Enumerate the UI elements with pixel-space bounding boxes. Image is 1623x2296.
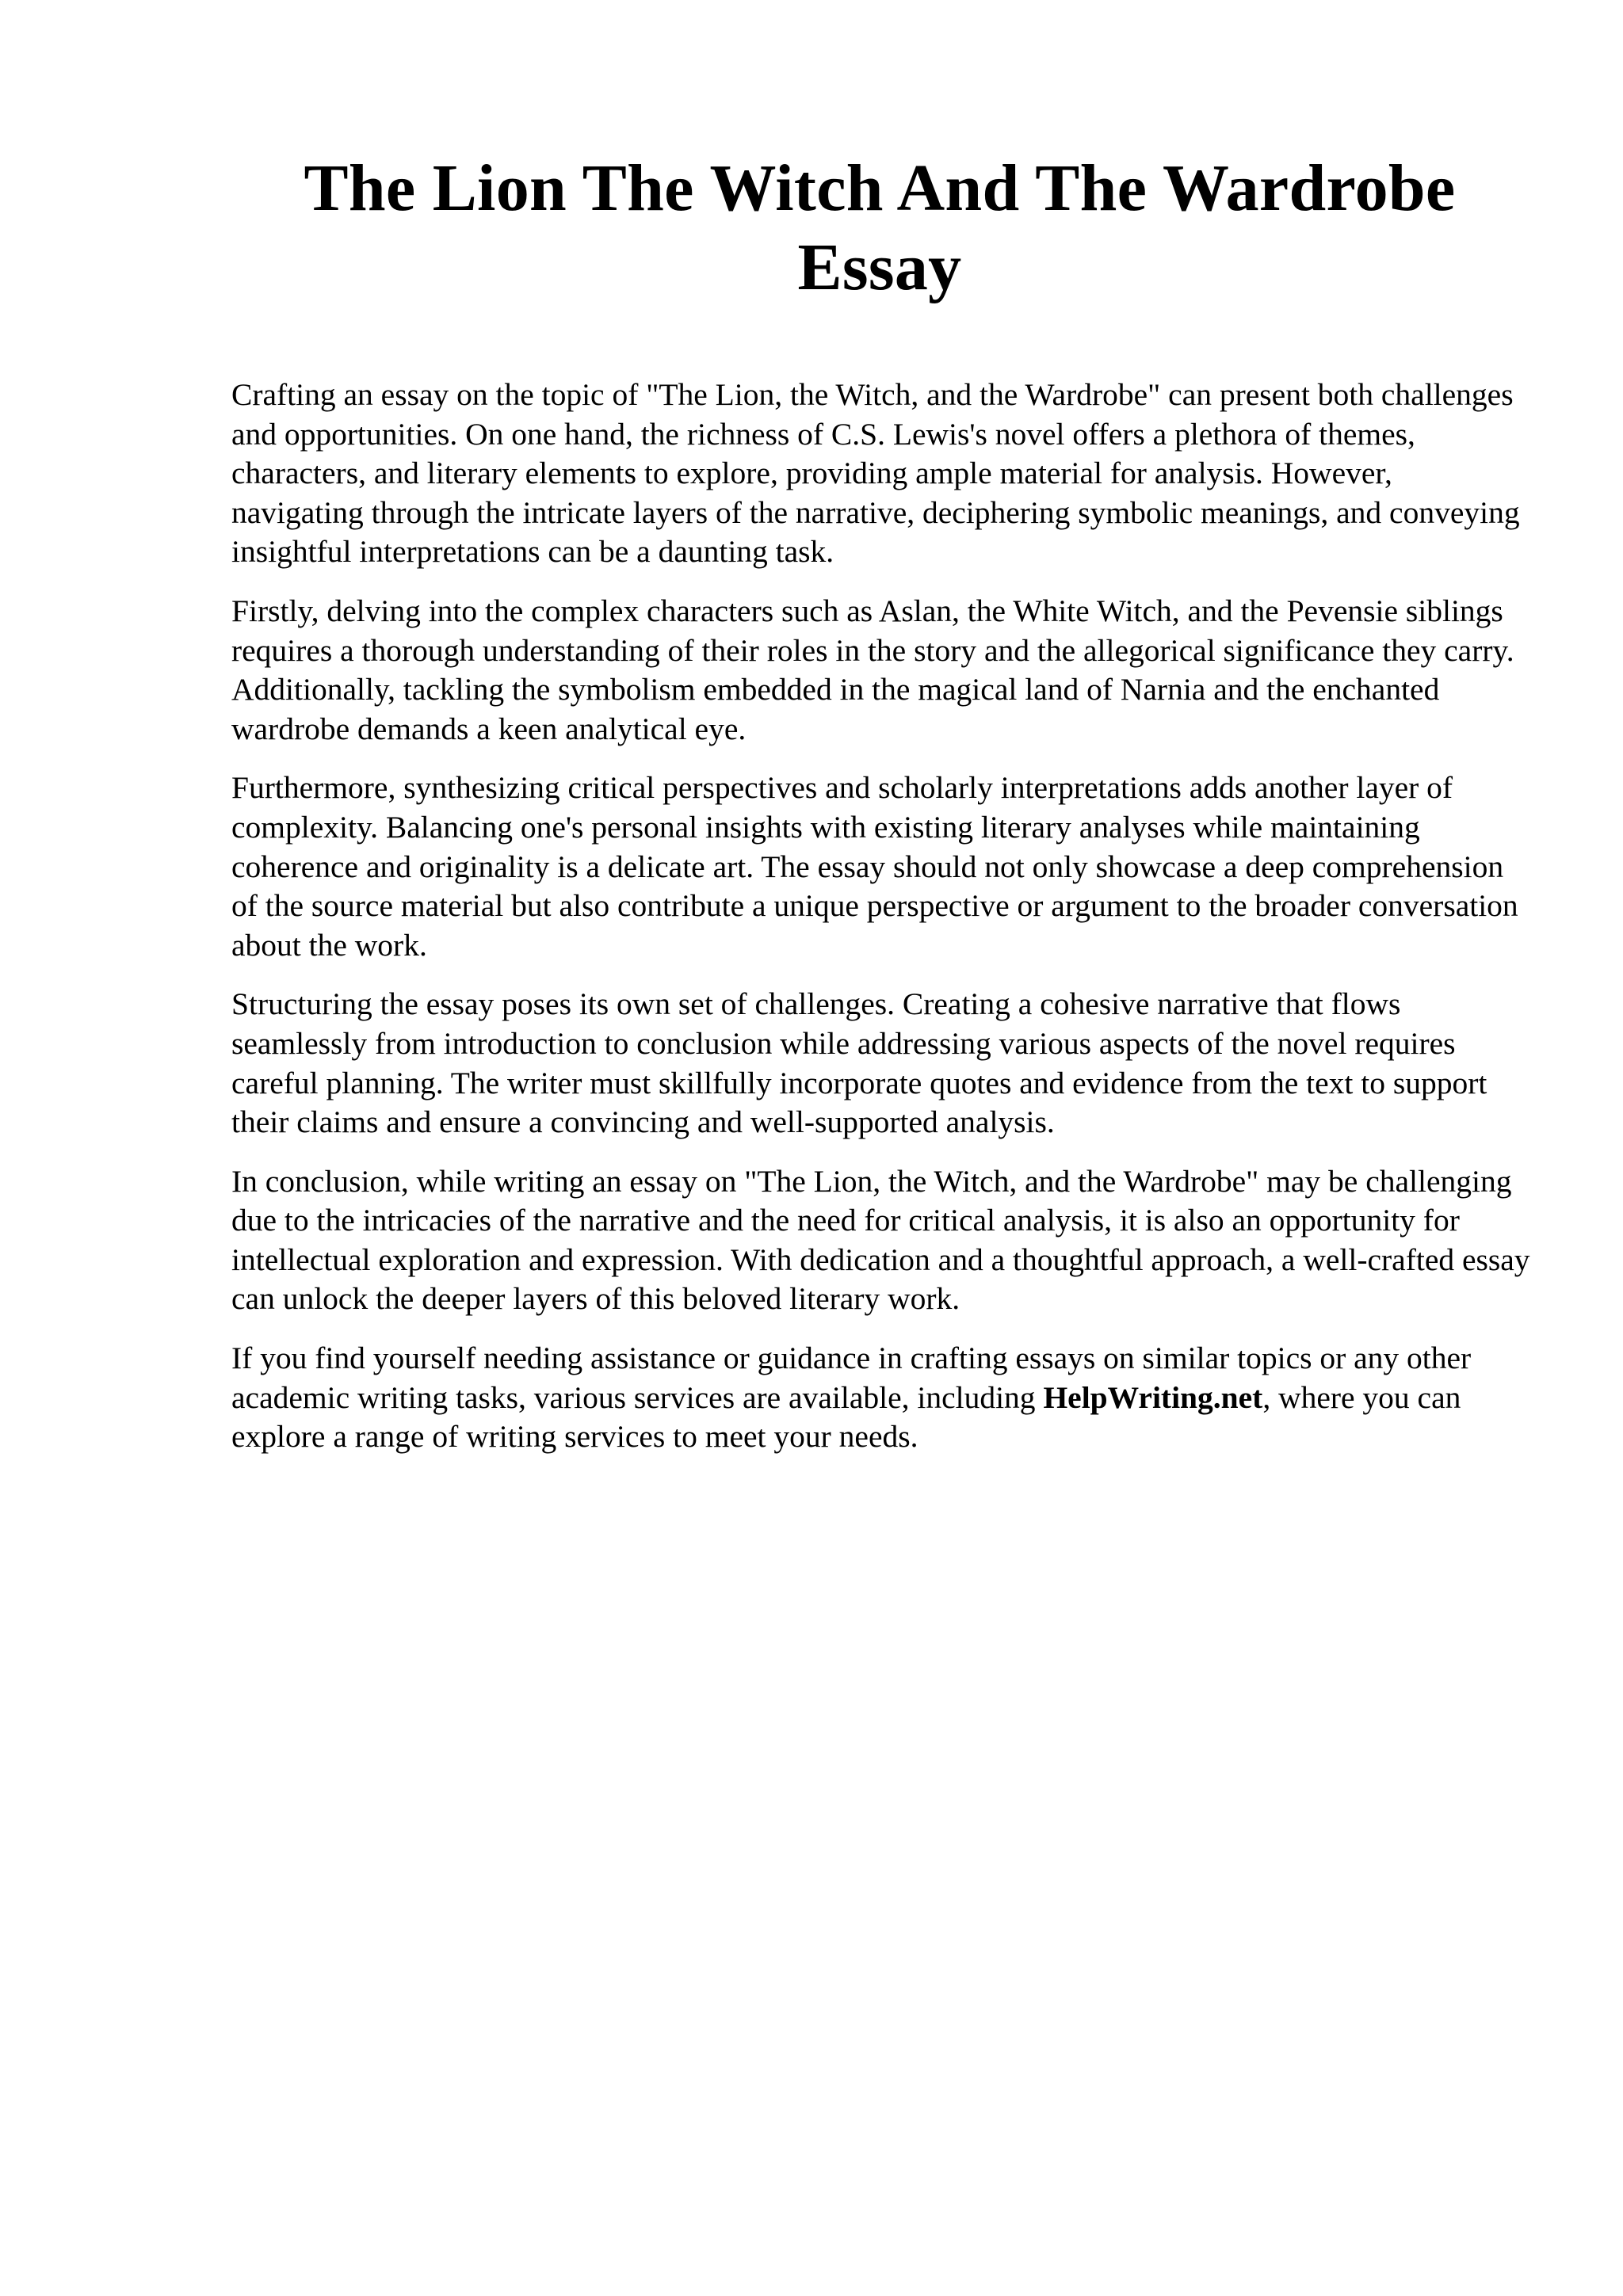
paragraph-services xyxy=(231,1339,1531,1457)
paragraph-characters: Firstly, delving into the complex characters such as Aslan, the White Witch, and the Pevensie siblings requires a thorough understanding of their roles in the story and the allegorical significance they carry. Additionally, tackling the symbolism embedded in the magical land of Narnia and the enchanted wardrobe demands a keen analytical eye. xyxy=(231,593,1514,746)
document-body xyxy=(231,376,1531,1457)
services-text-before: If you find yourself needing assistance or guidance in crafting essays on similar topics or any other academic writing tasks, various services are available, including xyxy=(231,1341,1472,1415)
paragraph-intro: Crafting an essay on the topic of "The Lion, the Witch, and the Wardrobe" can present both challenges and opportunities. On one hand, the richness of C.S. Lewis's novel offers a plethora of themes, characters, and literary elements to explore, providing ample material for analysis. However, navigating through the intricate layers of the narrative, deciphering symbolic meanings, and conveying insightful interpretations can be a daunting task. xyxy=(231,377,1520,570)
services-text-after: , where you can explore a range of writing services to meet your needs. xyxy=(231,1379,1461,1455)
brand-link[interactable]: HelpWriting.net xyxy=(1043,1379,1263,1415)
paragraph-conclusion: In conclusion, while writing an essay on "The Lion, the Witch, and the Wardrobe" may be challenging due to the intricacies of the narrative and the need for critical analysis, it is also an opportunity for intellectual exploration and expression. With dedication and a thoughtful approach, a well-crafted essay can unlock the deeper layers of this beloved literary work. xyxy=(231,1163,1530,1317)
paragraph-critical-perspectives: Furthermore, synthesizing critical perspectives and scholarly interpretations adds another layer of complexity. Balancing one's personal insights with existing literary analyses while maintaining coherence and originality is a delicate art. The essay should not only showcase a deep comprehension of the source material but also contribute a unique perspective or argument to the broader conversation about the work. xyxy=(231,770,1518,963)
document-title: The Lion The Witch And The Wardrobe Essay xyxy=(304,151,1456,304)
paragraph-structure: Structuring the essay poses its own set of challenges. Creating a cohesive narrative that flows seamlessly from introduction to conclusion while addressing various aspects of the novel requires careful planning. The writer must skillfully incorporate quotes and evidence from the text to support their claims and ensure a convincing and well-supported analysis. xyxy=(231,986,1487,1140)
